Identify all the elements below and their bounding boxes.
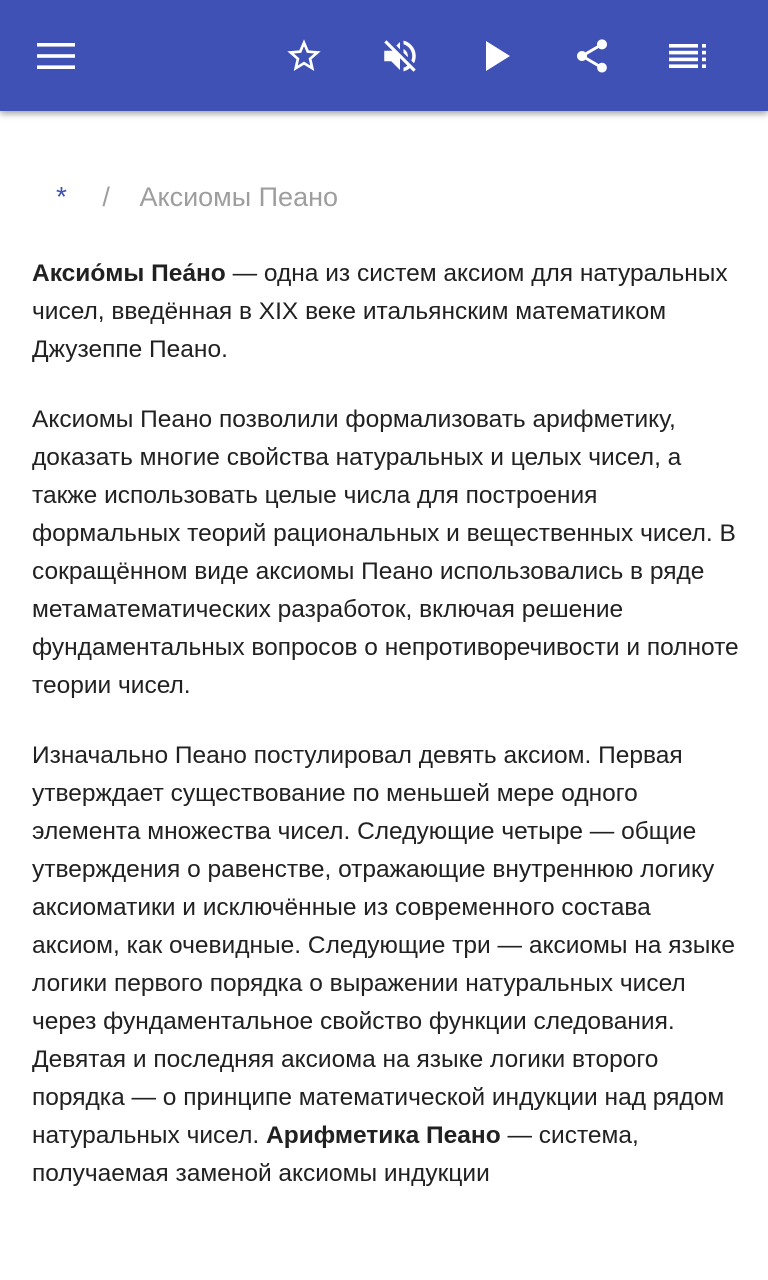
menu-icon: [37, 43, 75, 69]
share-button[interactable]: [560, 24, 624, 88]
table-of-contents-icon: [669, 44, 707, 68]
article-text: Изначально Пеано постулировал девять аксиом. Первая утверждает существование по меньшей мере одного элемента множества чисел. Следующие четыре — общие утверждения о равенстве, отражающие внутреннюю логику аксиоматики и исключённые из современного состава аксиом, как очевидные. Следующие три — аксиомы на языке логики первого порядка о выражении натуральных чисел через фундаментальное свойство функции следования. Девятая и последняя аксиома на языке логики второго порядка — о принципе математической индукции над рядом натуральных чисел.: [32, 742, 735, 1149]
article-term: Арифметика Пеано: [266, 1122, 501, 1149]
breadcrumb-home-link[interactable]: *: [56, 181, 67, 212]
article-term: Аксио́мы Пеа́но: [32, 260, 226, 287]
article-text: — система, получаемая заменой аксиомы индукции: [32, 1122, 639, 1187]
share-icon: [572, 35, 612, 77]
breadcrumb-separator: /: [102, 182, 110, 212]
article-content: [0, 111, 768, 1280]
volume-off-icon: [379, 35, 421, 77]
star-outline-icon: [284, 36, 324, 76]
breadcrumb-current: Аксиомы Пеано: [139, 182, 339, 212]
play-button[interactable]: [466, 24, 530, 88]
article-body: [32, 255, 744, 1225]
favorite-button[interactable]: [272, 24, 336, 88]
article-paragraph-1: [32, 255, 744, 369]
app-bar: [0, 0, 768, 111]
contents-button[interactable]: [656, 24, 720, 88]
article-paragraph-2: Аксиомы Пеано позволили формализовать арифметику, доказать многие свойства натуральных и целых чисел, а также использовать целые числа для построения формальных теорий рациональных и вещественных чисел. В сокращённом виде аксиомы Пеано использовались в ряде метаматематических разработок, включая решение фундаментальных вопросов о непротиворечивости и полноте теории чисел.: [32, 406, 739, 699]
article-text: — одна из систем аксиом для натуральных чисел, введённая в XIX веке итальянским математиком Джузеппе Пеано.: [32, 260, 728, 363]
article-paragraph-3: [32, 737, 744, 1193]
menu-button[interactable]: [24, 24, 88, 88]
play-icon: [485, 41, 511, 71]
mute-button[interactable]: [368, 24, 432, 88]
breadcrumb: [56, 177, 338, 217]
